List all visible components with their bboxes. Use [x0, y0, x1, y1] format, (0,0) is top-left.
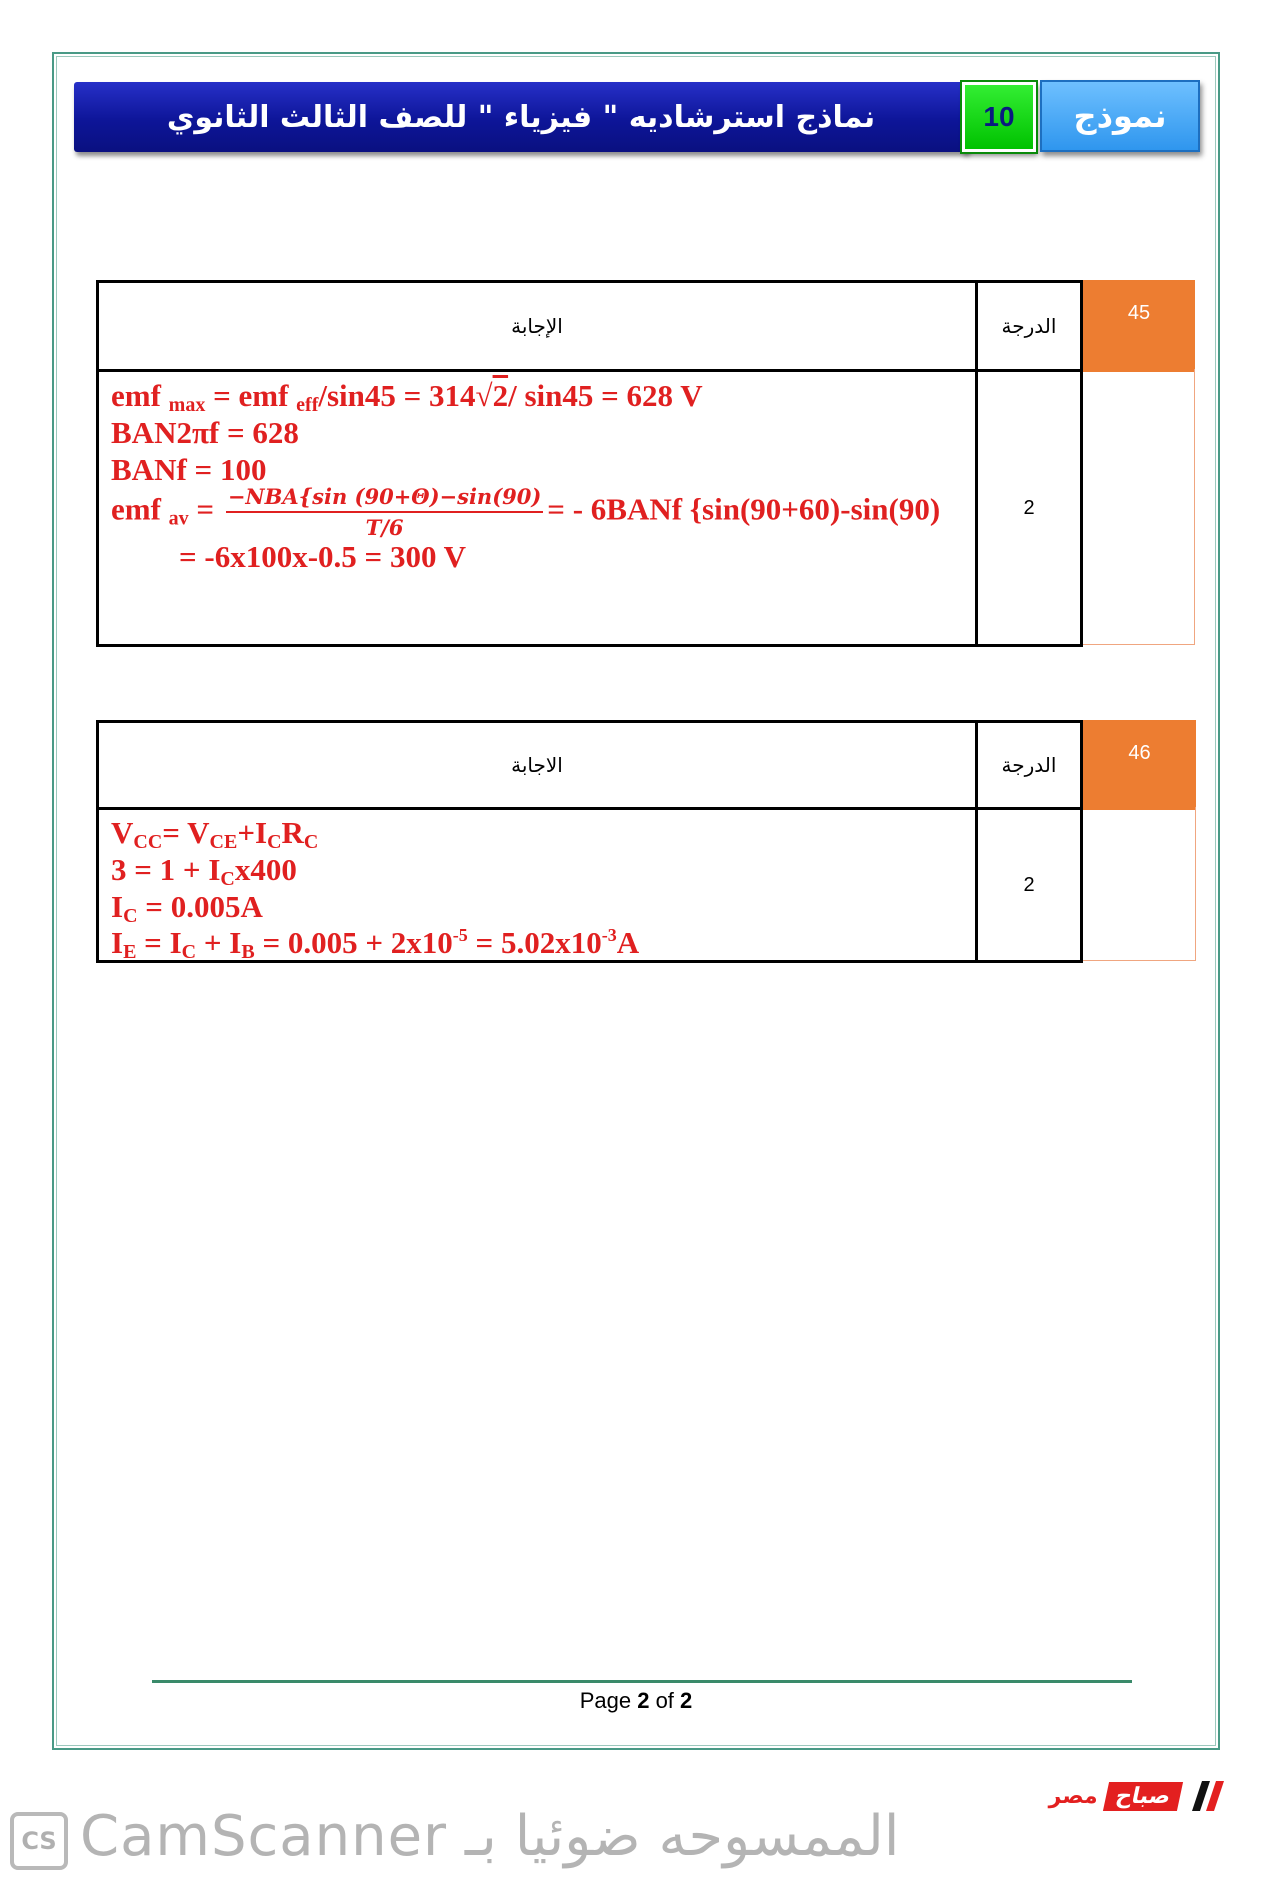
answer-line-3: BANf = 100	[111, 452, 267, 487]
answer-line-3: $I_C = 0.005A$	[111, 889, 263, 927]
grade-value: 2	[1023, 496, 1035, 519]
footer-divider	[152, 1680, 1132, 1683]
question-side-cell	[1083, 807, 1196, 961]
brand-main: صباح	[1103, 1782, 1184, 1811]
grade-header: الدرجة	[1001, 753, 1057, 777]
header-title-banner	[74, 82, 968, 152]
answer-line-1: emf $_{max}$ = emf $_{eff}$/sin45 = 314√2/ sin45 = 628 V	[111, 378, 703, 416]
question-number-cell	[1083, 280, 1195, 372]
emf-fraction: $\frac{\text{−NBA\{sin (90+Θ)−sin(90)}}{T/6}$	[227, 484, 542, 540]
answer-line-2: $3 = 1 + I_Cx400$	[111, 852, 297, 890]
answer-line-2: BAN2πf = 628	[111, 415, 299, 450]
answer-line-1: $V_{CC}= V_{CE}+I_CR_C$	[111, 815, 319, 853]
grade-cell	[975, 369, 1083, 647]
grade-value: 2	[1023, 873, 1035, 896]
grade-header-cell	[975, 720, 1083, 810]
brand-logo	[1030, 1776, 1230, 1816]
answer-cell	[96, 807, 978, 963]
grade-header-cell	[975, 280, 1083, 372]
question-side-cell	[1083, 369, 1195, 645]
question-number-cell	[1083, 720, 1196, 810]
model-label: نموذج	[1073, 97, 1167, 135]
answer-line-4: $I_E = I_C + I_B = 0.005 + 2x10^{-5} = 5.02x10^{-3}A$	[111, 925, 640, 963]
grade-cell	[975, 807, 1083, 963]
answer-header-cell	[96, 720, 978, 810]
answer-header: الاجابة	[511, 753, 563, 777]
page-number: Page 2 of 2	[579, 1688, 693, 1713]
answer-cell	[96, 369, 978, 647]
answer-line-4: emf $_{av}$ = $\frac{\text{−NBA\{sin (90+Θ)−sin(90)}}{T/6}$ = - 6BANf {sin(90+60)-sin(90)	[111, 484, 941, 540]
answer-header: الإجابة	[511, 314, 563, 338]
grade-header: الدرجة	[1001, 314, 1057, 338]
model-number: 10	[983, 101, 1015, 132]
model-label-badge	[1040, 80, 1200, 152]
question-number: 45	[1127, 302, 1151, 324]
answer-header-cell	[96, 280, 978, 372]
camscanner-logo-icon: CS	[10, 1812, 68, 1870]
camscanner-watermark-text: الممسوحه ضوئيا بـ CamScanner	[80, 1804, 900, 1869]
question-number: 46	[1128, 742, 1151, 764]
answer-line-5: = -6x100x-0.5 = 300 V	[179, 539, 467, 574]
brand-slash-icon	[1180, 1779, 1230, 1813]
model-number-badge	[962, 82, 1036, 152]
header-title: نماذج استرشاديه " فيزياء " للصف الثالث الثانوي	[166, 99, 876, 135]
brand-sub: مصر	[1048, 1783, 1098, 1809]
